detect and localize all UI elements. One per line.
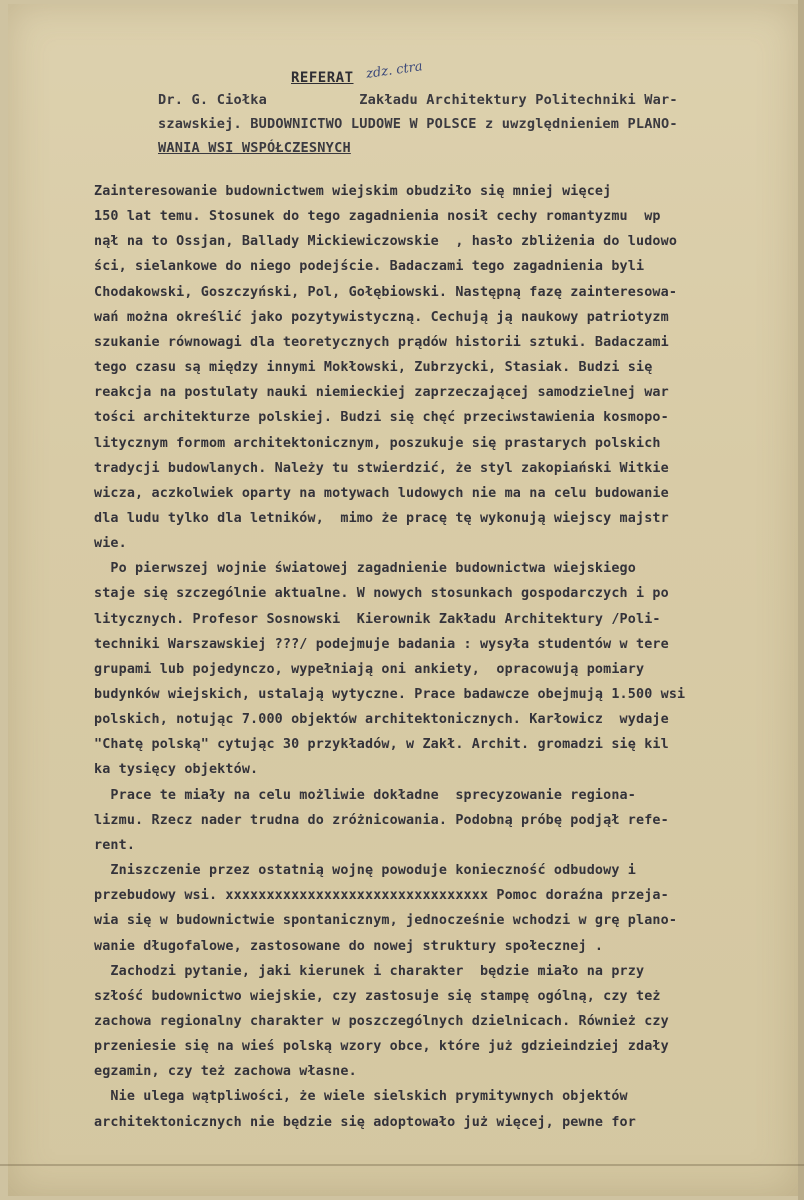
body-text-line: wie. [94, 536, 127, 552]
body-text-line: wań można określić jako pozytywistyczną. Cechują ją naukowy patriotyzm [94, 309, 669, 325]
body-text-line: tradycji budowlanych. Należy tu stwierdzić, że styl zakopiański Witkie [94, 460, 669, 476]
body-text-line: Nie ulega wątpliwości, że wiele sielskich prymitywnych objektów [94, 1089, 628, 1105]
body-text-line: budynków wiejskich, ustalają wytyczne. Prace badawcze obejmują 1.500 wsi [94, 687, 686, 702]
body-text-line: litycznych. Profesor Sosnowski Kierownik Zakładu Architektury /Poli- [94, 611, 661, 627]
body-text-line: litycznym formom architektonicznym, poszukuje się prastarych polskich [94, 435, 661, 451]
body-text-line: Prace te miały na celu możliwie dokładne sprecyzowanie regiona- [94, 787, 636, 803]
body-text-line: dla ludu tylko dla letników, mimo że pracę tę wykonują wiejscy majstr [94, 510, 669, 526]
body-text-line: techniki Warszawskiej ???/ podejmuje badania : wysyła studentów w tere [94, 636, 669, 652]
body-text-line: wanie długofalowe, zastosowane do nowej struktury społecznej . [94, 938, 604, 954]
header-line-3: WANIA WSI WSPÓŁCZESNYCH [158, 140, 351, 156]
document-heading: REFERAT [291, 70, 354, 86]
body-text-line: architektonicznych nie będzie się adoptowało już więcej, pewne for [94, 1114, 636, 1130]
body-text-line: lizmu. Rzecz nader trudna do zróżnicowania. Podobną próbę podjął refe- [94, 812, 669, 828]
header-line-1: Dr. G. Ciołka Zakładu Architektury Politechniki War- [158, 92, 678, 108]
body-text-line: Zniszczenie przez ostatnią wojnę powoduje konieczność odbudowy i [94, 863, 636, 879]
body-text-line: przebudowy wsi. xxxxxxxxxxxxxxxxxxxxxxxxxxxxxxxx Pomoc doraźna przeja- [94, 888, 669, 904]
body-text-line: Zachodzi pytanie, jaki kierunek i charakter będzie miało na przy [94, 963, 645, 979]
body-text-line: ka tysięcy objektów. [94, 762, 259, 778]
body-text-line: Zainteresowanie budownictwem wiejskim obudziło się mniej więcej [94, 184, 612, 199]
body-text-line: egzamin, czy też zachowa własne. [94, 1064, 357, 1080]
body-text-line: Chodakowski, Goszczyński, Pol, Gołębiowski. Następną fazę zainteresowa- [94, 284, 678, 300]
body-text-line: 150 lat temu. Stosunek do tego zagadnienia nosił cechy romantyzmu wp [94, 209, 661, 225]
body-text-line: szukanie równowagi dla teoretycznych prądów historii sztuki. Badaczami [94, 334, 669, 350]
document-page [8, 4, 798, 1196]
body-text-line: "Chatę polską" cytując 30 przykładów, w Zakł. Archit. gromadzi się kil [94, 737, 669, 753]
handwritten-annotation: zdz. ctra [365, 59, 424, 82]
page-edge [798, 0, 804, 1200]
body-text-line: przeniesie się na wieś polską wzory obce, które już gdzieindziej zdały [94, 1039, 669, 1055]
header-line-2: szawskiej. BUDOWNICTWO LUDOWE W POLSCE z uwzględnieniem PLANO- [158, 116, 678, 132]
body-text-line: tości architekturze polskiej. Budzi się chęć przeciwstawienia kosmopo- [94, 410, 669, 426]
body-text-line: polskich, notując 7.000 objektów architektonicznych. Karłowicz wydaje [94, 712, 669, 728]
body-text-line: wia się w budownictwie spontanicznym, jednocześnie wchodzi w grę plano- [94, 913, 678, 929]
body-text-line: reakcja na postulaty nauki niemieckiej zaprzeczającej samodzielnej war [94, 385, 669, 401]
body-text-line: ści, sielankowe do niego podejście. Badaczami tego zagadnienia byli [94, 259, 645, 275]
page-fold [0, 1164, 804, 1166]
body-text-line: tego czasu są między innymi Mokłowski, Zubrzycki, Stasiak. Budzi się [94, 360, 653, 376]
body-text-line: nął na to Ossjan, Ballady Mickiewiczowskie , hasło zbliżenia do ludowo [94, 234, 678, 250]
body-text-line: Po pierwszej wojnie światowej zagadnienie budownictwa wiejskiego [94, 561, 636, 577]
body-text-line: zachowa regionalny charakter w poszczególnych dzielnicach. Również czy [94, 1013, 669, 1029]
body-text-line: szłość budownictwo wiejskie, czy zastosuje się stampę ogólną, czy też [94, 988, 661, 1004]
body-text-line: wicza, aczkolwiek oparty na motywach ludowych nie ma na celu budowanie [94, 485, 669, 501]
body-text-line: grupami lub pojedynczo, wypełniają oni ankiety, opracowują pomiary [94, 661, 645, 677]
body-text-line: staje się szczególnie aktualne. W nowych stosunkach gospodarczych i po [94, 586, 669, 602]
body-text-line: rent. [94, 837, 136, 853]
